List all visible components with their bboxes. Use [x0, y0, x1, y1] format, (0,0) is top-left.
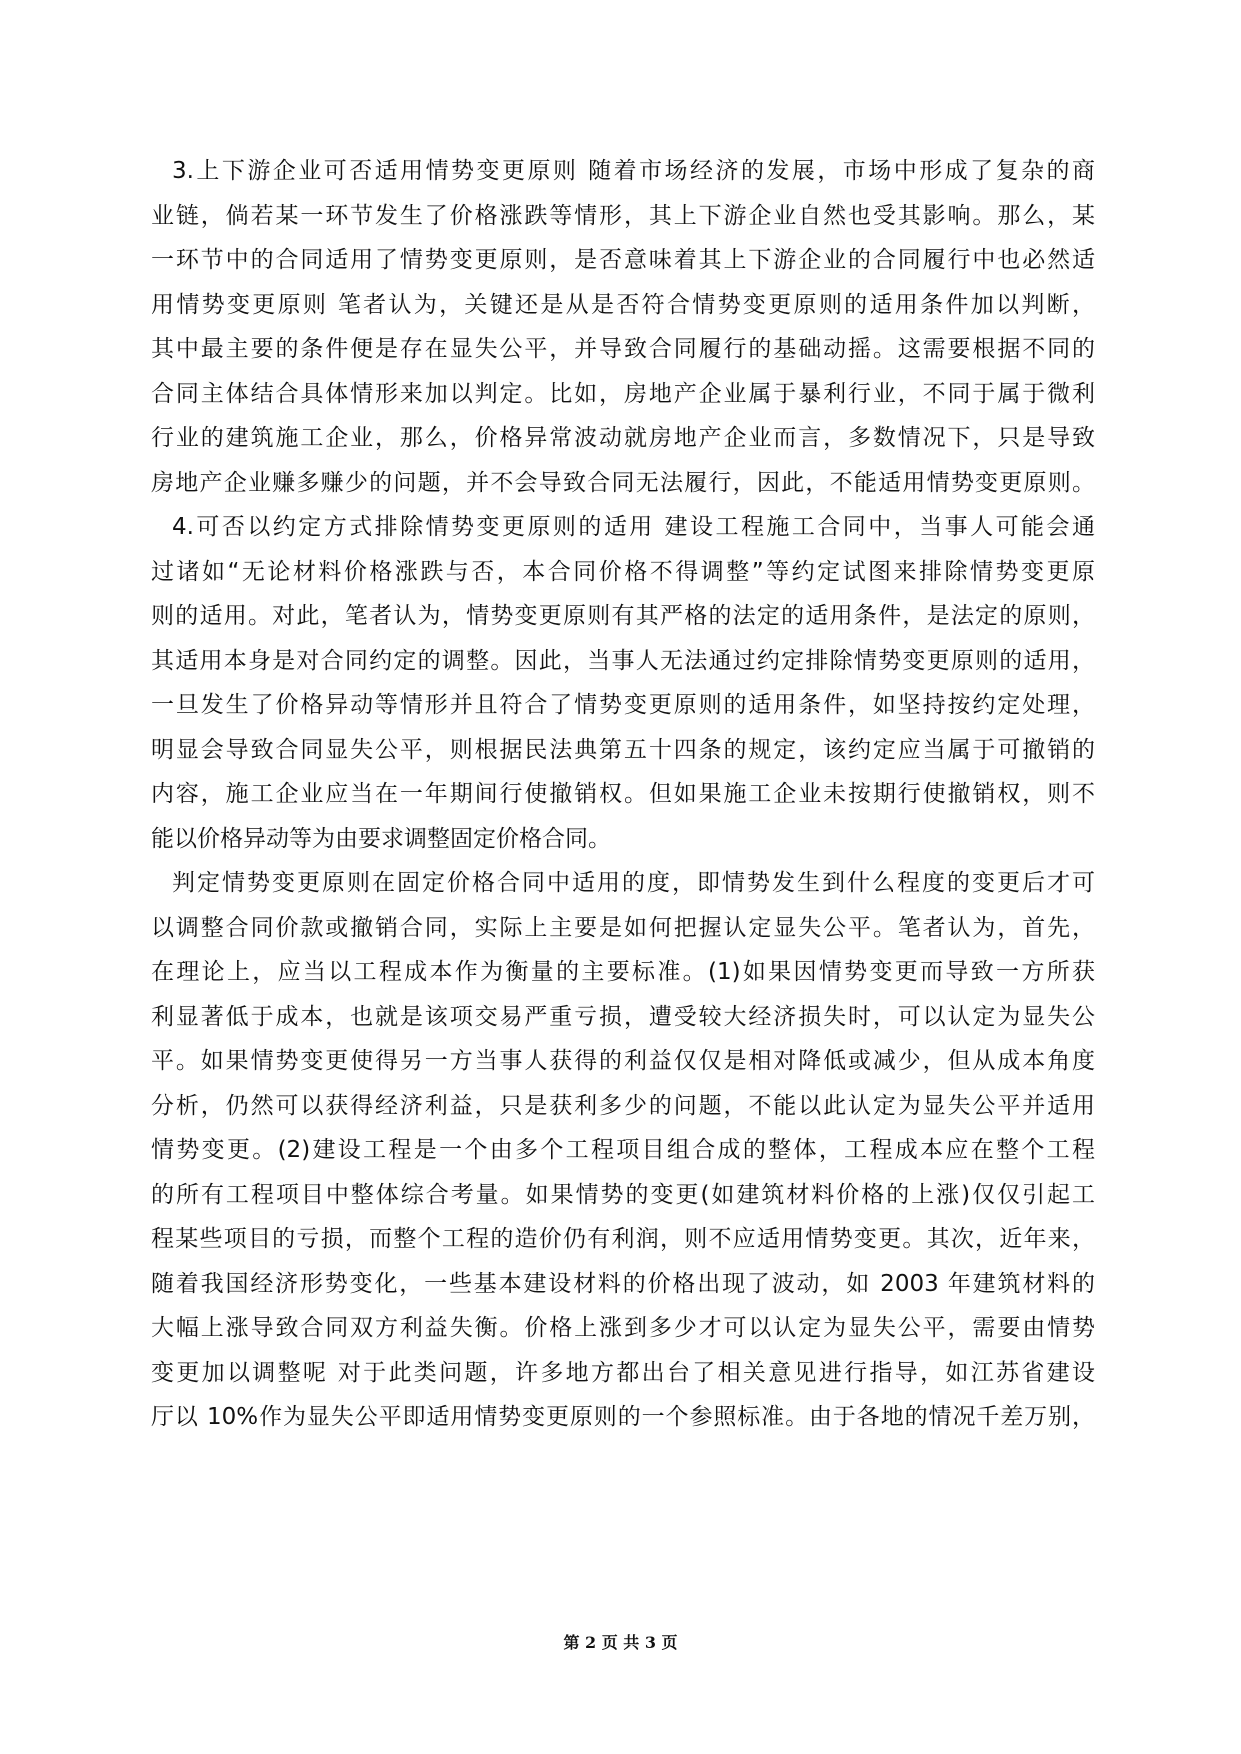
text-line: 能以价格异动等为由要求调整固定价格合同。 — [151, 825, 611, 852]
page-footer — [0, 1630, 1241, 1653]
text-line: 一环节中的合同适用了情势变更原则，是否意味着其上下游企业的合同履行中也必然适 — [151, 247, 1095, 273]
text-line: 情势变更。(2)建设工程是一个由多个工程项目组合成的整体，工程成本应在整个工程 — [151, 1137, 1095, 1163]
text-line: 程某些项目的亏损，而整个工程的造价仍有利润，则不应适用情势变更。其次，近年来， — [151, 1226, 1095, 1252]
text-line: 平。如果情势变更使得另一方当事人获得的利益仅仅是相对降低或减少，但从成本角度 — [151, 1048, 1095, 1074]
text-line: 4.可否以约定方式排除情势变更原则的适用 建设工程施工合同中，当事人可能会通 — [172, 514, 1095, 540]
document-body — [151, 149, 1095, 1440]
text-line: 房地产企业赚多赚少的问题，并不会导致合同无法履行，因此，不能适用情势变更原则。 — [151, 469, 1095, 496]
paragraph-judgement — [151, 861, 1095, 1440]
paragraph-4 — [151, 505, 1095, 861]
text-line: 行业的建筑施工企业，那么，价格异常波动就房地产企业而言，多数情况下，只是导致 — [151, 425, 1095, 451]
text-line: 业链，倘若某一环节发生了价格涨跌等情形，其上下游企业自然也受其影响。那么，某 — [151, 202, 1095, 229]
text-line: 判定情势变更原则在固定价格合同中适用的度，即情势发生到什么程度的变更后才可 — [172, 870, 1095, 896]
text-line: 大幅上涨导致合同双方利益失衡。价格上涨到多少才可以认定为显失公平，需要由情势 — [151, 1315, 1095, 1341]
text-line: 分析，仍然可以获得经济利益，只是获利多少的问题，不能以此认定为显失公平并适用 — [151, 1092, 1095, 1119]
page-indicator: 第 2 页 共 3 页 — [563, 1633, 678, 1652]
text-line: 以调整合同价款或撤销合同，实际上主要是如何把握认定显失公平。笔者认为，首先， — [151, 914, 1095, 941]
text-line: 在理论上，应当以工程成本作为衡量的主要标准。(1)如果因情势变更而导致一方所获 — [151, 959, 1095, 985]
text-line: 则的适用。对此，笔者认为，情势变更原则有其严格的法定的适用条件，是法定的原则， — [151, 603, 1095, 629]
text-line: 的所有工程项目中整体综合考量。如果情势的变更(如建筑材料价格的上涨)仅仅引起工 — [151, 1181, 1095, 1208]
text-line: 一旦发生了价格异动等情形并且符合了情势变更原则的适用条件，如坚持按约定处理， — [151, 692, 1095, 718]
text-line: 过诸如“无论材料价格涨跌与否，本合同价格不得调整”等约定试图来排除情势变更原 — [151, 558, 1095, 585]
text-line: 变更加以调整呢 对于此类问题，许多地方都出台了相关意见进行指导，如江苏省建设 — [151, 1359, 1095, 1386]
text-line: 其中最主要的条件便是存在显失公平，并导致合同履行的基础动摇。这需要根据不同的 — [151, 336, 1095, 362]
text-line: 利显著低于成本，也就是该项交易严重亏损，遭受较大经济损失时，可以认定为显失公 — [151, 1003, 1095, 1030]
text-line: 3.上下游企业可否适用情势变更原则 随着市场经济的发展，市场中形成了复杂的商 — [172, 158, 1095, 184]
text-line: 随着我国经济形势变化，一些基本建设材料的价格出现了波动，如 2003 年建筑材料的 — [151, 1270, 1095, 1297]
text-line: 明显会导致合同显失公平，则根据民法典第五十四条的规定，该约定应当属于可撤销的 — [151, 736, 1095, 763]
text-line: 其适用本身是对合同约定的调整。因此，当事人无法通过约定排除情势变更原则的适用， — [151, 647, 1095, 674]
text-line: 厅以 10%作为显失公平即适用情势变更原则的一个参照标准。由于各地的情况千差万别， — [151, 1404, 1095, 1430]
text-line: 内容，施工企业应当在一年期间行使撤销权。但如果施工企业未按期行使撤销权，则不 — [151, 781, 1095, 807]
paragraph-3 — [151, 149, 1095, 505]
text-line: 合同主体结合具体情形来加以判定。比如，房地产企业属于暴利行业，不同于属于微利 — [151, 380, 1095, 407]
text-line: 用情势变更原则 笔者认为，关键还是从是否符合情势变更原则的适用条件加以判断， — [151, 291, 1095, 318]
